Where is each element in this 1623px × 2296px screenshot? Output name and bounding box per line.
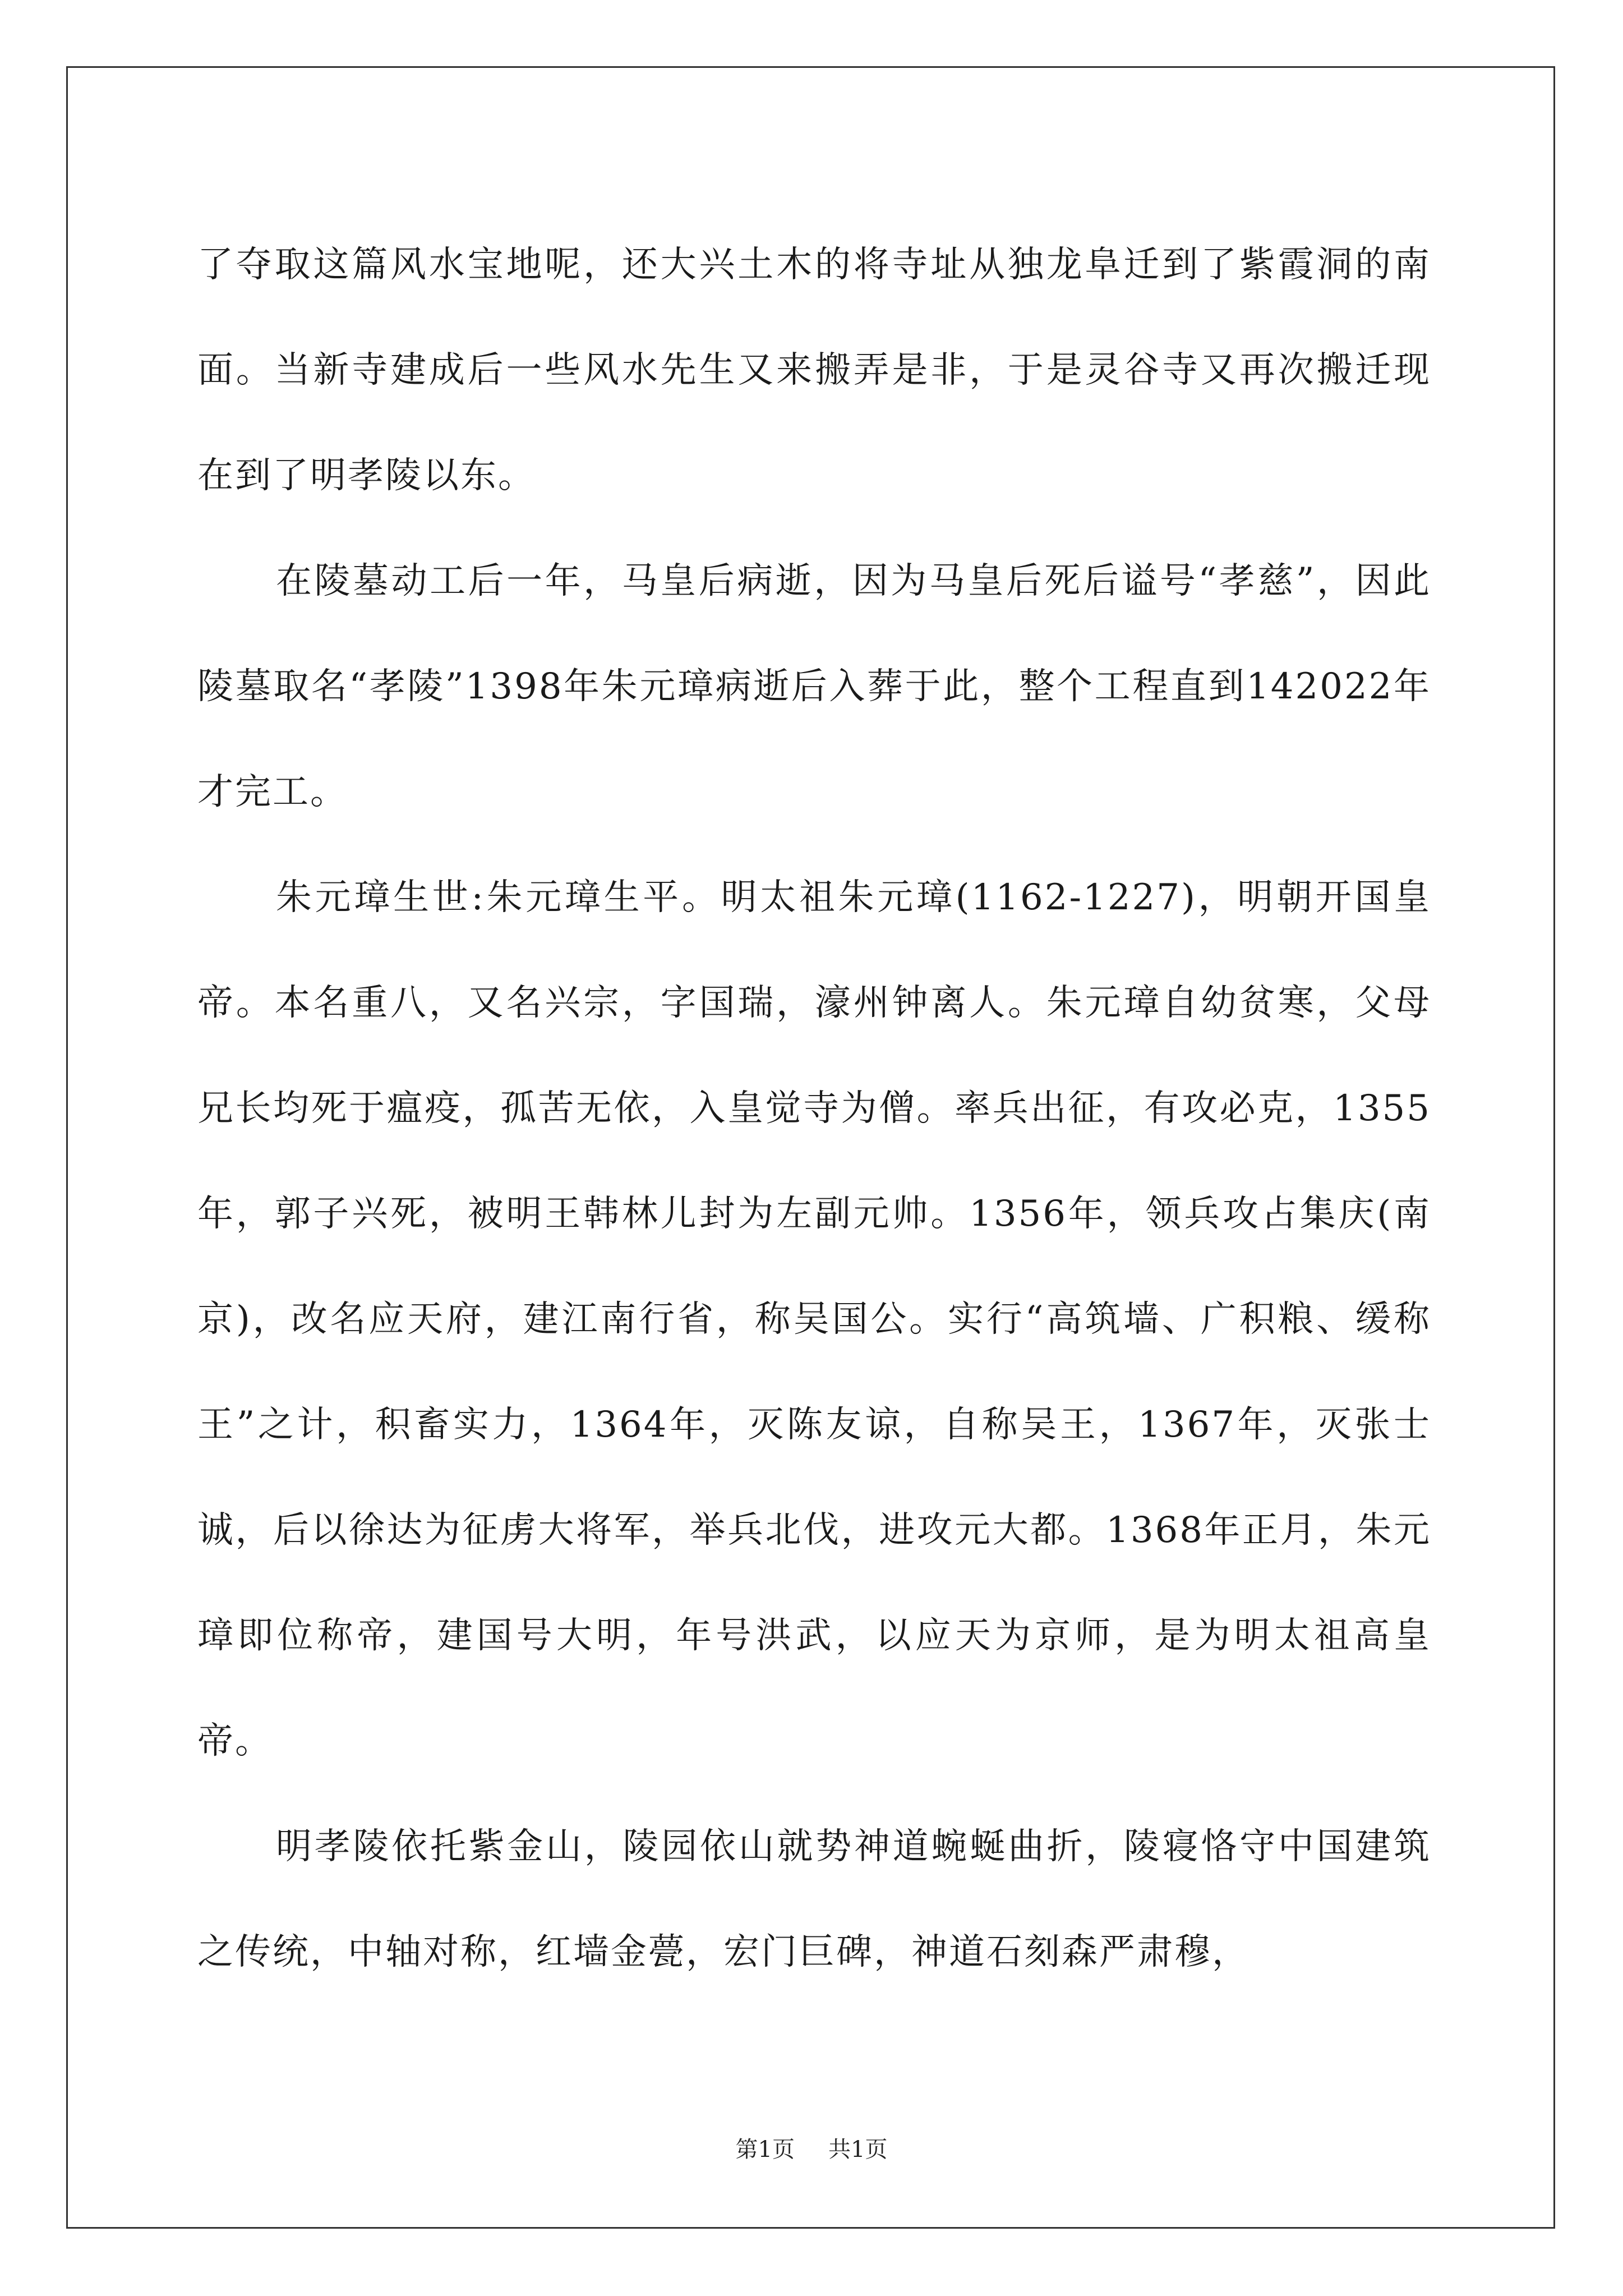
page-number-current: 第1页 (735, 2137, 795, 2162)
page-footer (0, 2132, 1623, 2164)
paragraph-4: 明孝陵依托紫金山，陵园依山就势神道蜿蜒曲折，陵寝恪守中国建筑之传统，中轴对称，红墙金甍，宏门巨碑，神道石刻森严肃穆， (197, 1826, 1431, 1973)
paragraph-1: 了夺取这篇风水宝地呢，还大兴土木的将寺址从独龙阜迁到了紫霞洞的南面。当新寺建成后一些风水先生又来搬弄是非，于是灵谷寺又再次搬迁现在到了明孝陵以东。 (197, 244, 1431, 496)
paragraph-3: 朱元璋生世:朱元璋生平。明太祖朱元璋(1162-1227)，明朝开国皇帝。本名重八，又名兴宗，字国瑞，濠州钟离人。朱元璋自幼贫寒，父母兄长均死于瘟疫，孤苦无依，入皇觉寺为僧。率兵出征，有攻必克，1355年，郭子兴死，被明王韩林儿封为左副元帅。1356年，领兵攻占集庆(南京)，改名应天府，建江南行省，称吴国公。实行“高筑墙、广积粮、缓称王”之计，积畜实力，1364年，灭陈友谅，自称吴王，1367年，灭张士诚，后以徐达为征虏大将军，举兵北伐，进攻元大都。1368年正月，朱元璋即位称帝，建国号大明，年号洪武，以应天为京师，是为明太祖高皇帝。 (197, 877, 1431, 1762)
document-body (197, 212, 1431, 2005)
page-number-total: 共1页 (828, 2137, 888, 2162)
paragraph-2: 在陵墓动工后一年，马皇后病逝，因为马皇后死后谥号“孝慈”，因此陵墓取名“孝陵”1398年朱元璋病逝后入葬于此，整个工程直到142022年才完工。 (197, 560, 1431, 813)
